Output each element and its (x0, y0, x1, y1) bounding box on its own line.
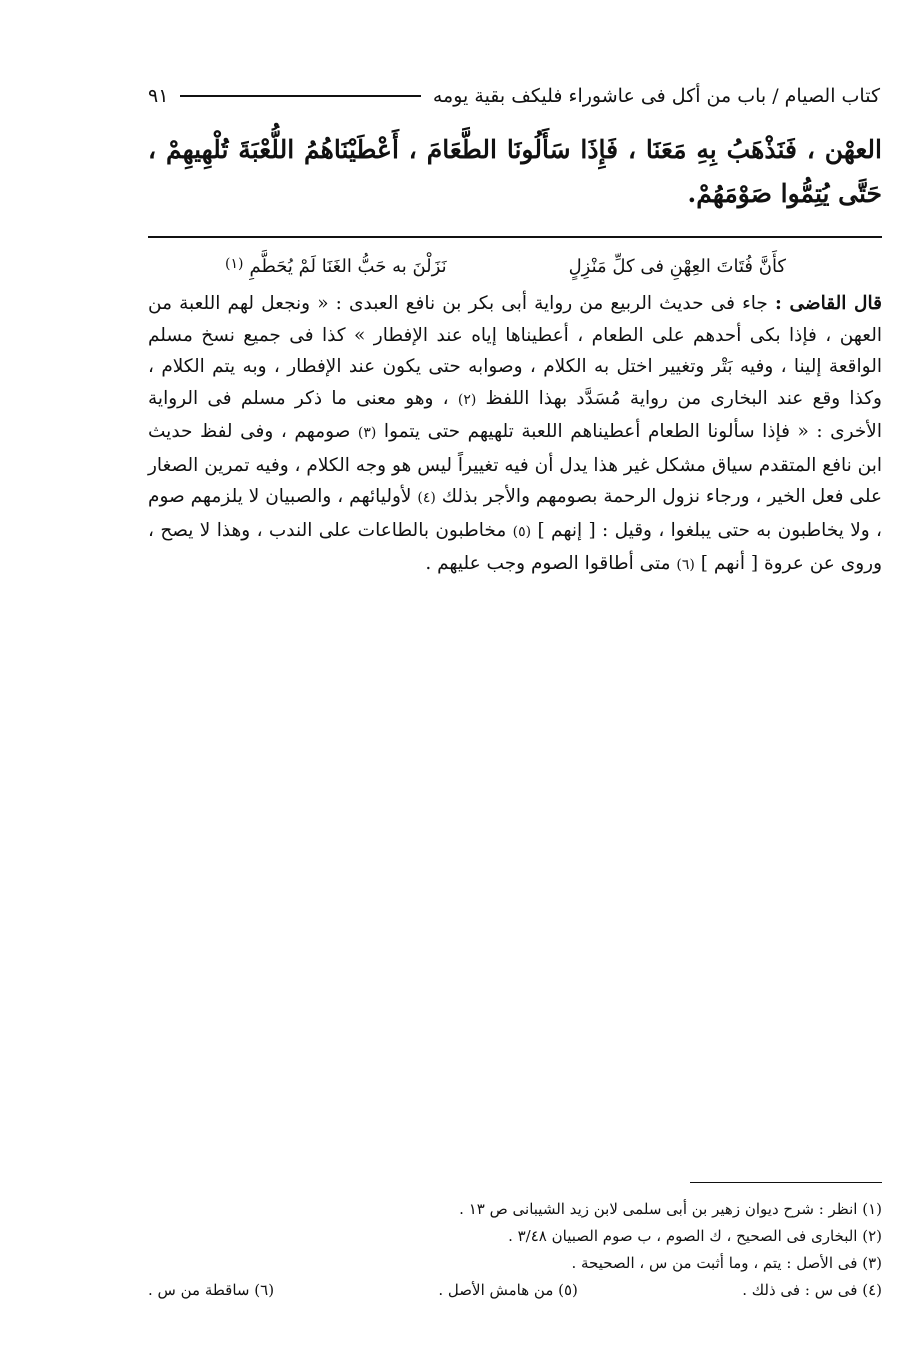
main-divider (148, 236, 882, 238)
commentary-text-6: متى أطاقوا الصوم وجب عليهم . (425, 553, 677, 574)
footnote-ref-3: (٣) (357, 425, 377, 441)
header-rule (180, 95, 420, 97)
commentary-text-5: مخاطبون بالطاعات على الندب ، وهذا لا يصح ، وروى عن عروة [ أنهم ] (148, 519, 882, 574)
footnote-ref-4: (٤) (417, 490, 436, 506)
commentary-text-3: صومهم ، وفى لفظ حديث ابن نافع المتقدم سياق مشكل غير هذا يدل أن فيه تغييراً ليس هو وجه الكلام ، وفيه تمرين الصغار على فعل الخير ، ورجاء نزول الرحمة بصومهم والأجر بذلك (148, 421, 882, 507)
footnote-2: (٢) البخارى فى الصحيح ، ك الصوم ، ب صوم الصبيان ٣/٤٨ . (508, 1227, 882, 1245)
footnote-row-multi (148, 1277, 882, 1304)
footnote-ref-5: (٥) (512, 523, 532, 540)
verse-second-half (225, 256, 447, 277)
footnote-5: (٥) من هامش الأصل . (438, 1281, 578, 1299)
verse-hemistich-second: نَزَلْنَ به حَبُّ الغَنَا لَمْ يُحَطَّمِ (249, 255, 447, 277)
footnote-divider (690, 1182, 882, 1183)
commentary-text-1: جاء فى حديث الربيع من رواية أبى بكر بن نافع العبدى : « ونجعل لهم اللعبة من العهن ، فإذا بكى أحدهم على الطعام ، أعطيناها إياه عند الإفطار » كذا فى جميع نسخ مسلم الواقعة إلينا ، وفيه بَتْر وتغيير اختل به الكلام ، وصوابه حتى يكون عند الإفطار ، وبه يتم الكلام ، وكذا وقع عند البخارى من رواية مُسَدَّد بهذا اللفظ (148, 293, 882, 409)
commentary-paragraph (148, 288, 882, 582)
hadith-text: العهْن ، فَنَذْهَبُ بِهِ مَعَنَا ، فَإِذَا سَأَلُونَا الطَّعَامَ ، أَعْطَيْنَاهُمُ اللُّعْبَةَ تُلْهِيهِمْ ، حَتَّى يُتِمُّوا صَوْمَهُمْ. (148, 135, 882, 208)
commentary-text-2: ، وهو معنى ما ذكر مسلم فى الرواية الأخرى : « فإذا سألونا الطعام أعطيناهم اللعبة تلهيهم حتى يتموا (148, 387, 882, 442)
footnotes (148, 1196, 882, 1304)
header-title: كتاب الصيام / باب من أكل فى عاشوراء فليكف بقية يومه (432, 85, 880, 107)
commentary-lead: قال القاضى : (774, 293, 882, 314)
poetry-verse (225, 250, 786, 282)
page-number: ٩١ (148, 85, 169, 107)
verse-hemistich-first: كأَنَّ فُتَاتَ العِهْنِ فى كلِّ مَنْزِلٍ (568, 255, 786, 277)
footnote-6: (٦) ساقطة من س . (148, 1281, 275, 1299)
footnote-ref-1: (١) (225, 255, 244, 272)
footnote-4: (٤) فى س : فى ذلك . (742, 1281, 882, 1299)
footnote-3: (٣) فى الأصل : يتم ، وما أثبت من س ، الصحيحة . (571, 1254, 882, 1272)
footnote-1: (١) انظر : شرح ديوان زهير بن أبى سلمى لابن زيد الشيبانى ص ١٣ . (459, 1200, 882, 1218)
footnote-ref-6: (٦) (676, 557, 695, 573)
commentary-text-4: لأوليائهم ، والصبيان لا يلزمهم صوم ، ولا يخاطبون به حتى يبلغوا ، وقيل : [ إنهم ] (148, 486, 882, 541)
running-header (148, 78, 880, 114)
footnote-ref-2: (٢) (457, 391, 477, 408)
